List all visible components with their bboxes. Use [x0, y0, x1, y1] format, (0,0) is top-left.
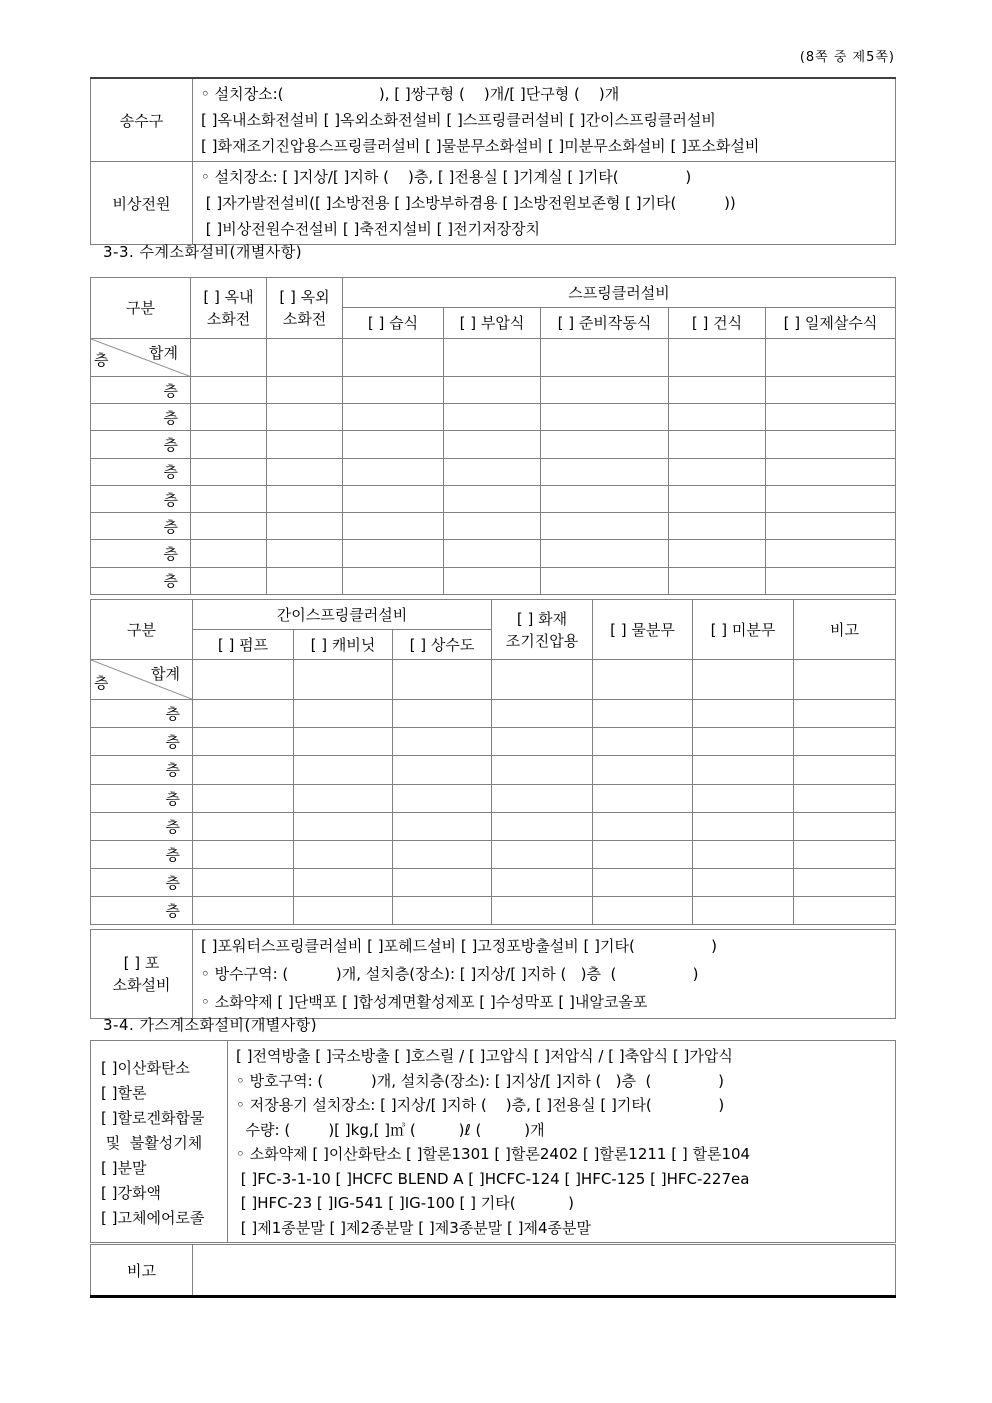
col-header-waterworks-type: [ ] 상수도	[393, 630, 492, 660]
data-cell	[343, 458, 444, 485]
gas-agent-item: [ ]고체에어로졸	[101, 1209, 205, 1227]
foam-system-table	[90, 929, 896, 1019]
data-cell	[267, 540, 343, 567]
data-cell	[191, 404, 267, 431]
data-cell	[343, 404, 444, 431]
gas-line-6: [ ]FC-3-1-10 [ ]HCFC BLEND A [ ]HCFC-124 [ ]HFC-125 [ ]HFC-227ea	[236, 1169, 750, 1188]
data-cell	[669, 404, 766, 431]
data-cell	[393, 868, 492, 896]
data-cell	[193, 840, 294, 868]
col-header-water-spray: [ ] 물분무	[593, 600, 693, 660]
floor-row-label: 층	[91, 896, 193, 924]
data-cell	[191, 485, 267, 512]
floor-row-label: 층	[91, 868, 193, 896]
data-cell	[669, 376, 766, 403]
floor-row-label: 층	[91, 840, 193, 868]
col-header-dry-type: [ ] 건식	[669, 308, 766, 338]
floor-row-label: 층	[91, 812, 193, 840]
data-cell	[766, 567, 896, 594]
data-cell	[267, 458, 343, 485]
data-cell	[693, 700, 794, 728]
data-cell	[693, 756, 794, 784]
data-cell	[766, 485, 896, 512]
data-cell	[492, 812, 593, 840]
standpipe-line-2: [ ]옥내소화전설비 [ ]옥외소화전설비 [ ]스프링클러설비 [ ]간이스프링클러설비	[201, 111, 716, 129]
col-header-indoor-hydrant	[191, 278, 267, 339]
data-cell	[492, 728, 593, 756]
data-cell	[393, 812, 492, 840]
data-cell	[193, 660, 294, 700]
data-cell	[593, 896, 693, 924]
data-cell	[693, 728, 794, 756]
data-cell	[343, 567, 444, 594]
foam-header-line1: [ ] 포	[123, 954, 160, 972]
data-cell	[669, 338, 766, 376]
data-cell	[541, 376, 669, 403]
data-cell	[492, 896, 593, 924]
data-cell	[593, 756, 693, 784]
floor-row-label: 층	[91, 728, 193, 756]
floor-row-label: 층	[91, 756, 193, 784]
data-cell	[766, 458, 896, 485]
data-cell	[693, 840, 794, 868]
data-cell	[191, 431, 267, 458]
total-floor-diagonal-cell	[91, 660, 193, 700]
early-suppression-label-line2: 조기진압용	[505, 631, 579, 650]
data-cell	[693, 868, 794, 896]
data-cell	[343, 513, 444, 540]
total-floor-diagonal-cell	[91, 338, 191, 376]
foam-line-1: [ ]포워터스프링클러설비 [ ]포헤드설비 [ ]고정포방출설비 [ ]기타( )	[201, 937, 717, 955]
data-cell	[541, 338, 669, 376]
data-cell	[492, 660, 593, 700]
data-cell	[267, 513, 343, 540]
gas-line-2: ◦ 방호구역: ( )개, 설치층(장소): [ ]지상/[ ]지하 ( )층 ( )	[236, 1071, 725, 1090]
data-cell	[541, 485, 669, 512]
col-header-wet-type: [ ] 습식	[343, 308, 444, 338]
gas-content-cell	[228, 1041, 896, 1243]
data-cell	[294, 896, 393, 924]
col-header-outdoor-hydrant	[267, 278, 343, 339]
gas-line-8: [ ]제1종분말 [ ]제2종분말 [ ]제3종분말 [ ]제4종분말	[236, 1218, 591, 1237]
simple-sprinkler-table	[90, 599, 896, 925]
gas-agent-item: [ ]할론	[101, 1084, 147, 1102]
remark-content-cell	[193, 1245, 896, 1297]
standpipe-row-header: 송수구	[91, 78, 193, 162]
indoor-hydrant-label-line1: [ ] 옥내	[203, 287, 254, 306]
data-cell	[794, 812, 896, 840]
data-cell	[669, 485, 766, 512]
data-cell	[541, 431, 669, 458]
data-cell	[693, 812, 794, 840]
data-cell	[191, 567, 267, 594]
data-cell	[541, 513, 669, 540]
standpipe-power-table	[90, 77, 896, 245]
gas-agent-item: 및 불활성기체	[101, 1134, 203, 1152]
emergency-power-line-2: [ ]자가발전설비([ ]소방전용 [ ]소방부하겸용 [ ]소방전원보존형 [ ]기타( ))	[201, 194, 736, 212]
data-cell	[193, 728, 294, 756]
data-cell	[343, 376, 444, 403]
data-cell	[541, 540, 669, 567]
data-cell	[794, 840, 896, 868]
section-3-3-heading: 3-3. 수계소화설비(개별사항)	[103, 243, 303, 261]
floor-row-label: 층	[91, 404, 191, 431]
data-cell	[444, 404, 541, 431]
col-group-simple-sprinkler: 간이스프링클러설비	[193, 600, 492, 630]
gas-line-5: ◦ 소화약제 [ ]이산화탄소 [ ]할론1301 [ ]할론2402 [ ]할론1211 [ ] 할론104	[236, 1145, 751, 1163]
emergency-power-line-3: [ ]비상전원수전설비 [ ]축전지설비 [ ]전기저장장치	[201, 220, 541, 238]
water-systems-table	[90, 277, 896, 595]
data-cell	[294, 728, 393, 756]
data-cell	[191, 338, 267, 376]
data-cell	[593, 728, 693, 756]
remark-table	[90, 1244, 896, 1298]
data-cell	[794, 728, 896, 756]
data-cell	[444, 485, 541, 512]
data-cell	[541, 567, 669, 594]
data-cell	[766, 540, 896, 567]
data-cell	[593, 784, 693, 812]
data-cell	[444, 376, 541, 403]
data-cell	[593, 812, 693, 840]
data-cell	[541, 404, 669, 431]
gas-line-3: ◦ 저장용기 설치장소: [ ]지상/[ ]지하 ( )층, [ ]전용실 [ ]기타( )	[236, 1096, 725, 1114]
data-cell	[766, 338, 896, 376]
floor-row-label: 층	[91, 376, 191, 403]
col-header-early-suppression	[492, 600, 593, 660]
col-header-preaction-type: [ ] 준비작동식	[541, 308, 669, 338]
floor-row-label: 층	[91, 700, 193, 728]
data-cell	[193, 812, 294, 840]
data-cell	[766, 513, 896, 540]
data-cell	[794, 868, 896, 896]
data-cell	[191, 458, 267, 485]
data-cell	[343, 540, 444, 567]
data-cell	[492, 700, 593, 728]
data-cell	[193, 896, 294, 924]
gas-line-1: [ ]전역방출 [ ]국소방출 [ ]호스릴 / [ ]고압식 [ ]저압식 / [ ]축압식 [ ]가압식	[236, 1047, 733, 1065]
floor-row-label: 층	[91, 540, 191, 567]
diagonal-floor-label: 층	[94, 350, 109, 369]
data-cell	[444, 458, 541, 485]
data-cell	[393, 896, 492, 924]
floor-row-label: 층	[91, 485, 191, 512]
data-cell	[794, 784, 896, 812]
foam-content-cell	[193, 930, 896, 1019]
data-cell	[794, 700, 896, 728]
foam-line-3: ◦ 소화약제 [ ]단백포 [ ]합성계면활성제포 [ ]수성막포 [ ]내알코올포	[201, 993, 648, 1011]
early-suppression-label-line1: [ ] 화재	[516, 609, 568, 628]
data-cell	[393, 784, 492, 812]
data-cell	[794, 756, 896, 784]
diagonal-total-label: 합계	[149, 343, 178, 362]
data-cell	[193, 700, 294, 728]
col-header-cabinet-type: [ ] 캐비닛	[294, 630, 393, 660]
data-cell	[669, 431, 766, 458]
col-header-deluge-type: [ ] 일제살수식	[766, 308, 896, 338]
emergency-power-content-cell	[193, 162, 896, 245]
floor-row-label: 층	[91, 458, 191, 485]
diagonal-floor-label: 층	[94, 674, 109, 693]
data-cell	[693, 896, 794, 924]
data-cell	[669, 567, 766, 594]
data-cell	[669, 458, 766, 485]
col-header-water-mist: [ ] 미분무	[693, 600, 794, 660]
data-cell	[444, 567, 541, 594]
data-cell	[593, 700, 693, 728]
data-cell	[593, 840, 693, 868]
gas-agent-item: [ ]분말	[101, 1159, 147, 1177]
gas-system-table	[90, 1040, 896, 1243]
data-cell	[294, 756, 393, 784]
data-cell	[593, 868, 693, 896]
data-cell	[191, 376, 267, 403]
col-group-sprinkler: 스프링클러설비	[343, 278, 896, 308]
gas-line-4: 수량: ( )[ ]kg,[ ]㎥ ( )ℓ ( )개	[236, 1120, 545, 1139]
remark-row-header: 비고	[91, 1245, 193, 1297]
data-cell	[669, 540, 766, 567]
data-cell	[492, 784, 593, 812]
gas-agent-item: [ ]이산화탄소	[101, 1059, 190, 1077]
data-cell	[794, 660, 896, 700]
data-cell	[593, 660, 693, 700]
data-cell	[444, 513, 541, 540]
data-cell	[444, 540, 541, 567]
data-cell	[492, 840, 593, 868]
data-cell	[191, 513, 267, 540]
col-header-pump-type: [ ] 펌프	[193, 630, 294, 660]
col-header-category: 구분	[91, 600, 193, 660]
data-cell	[294, 812, 393, 840]
data-cell	[766, 376, 896, 403]
data-cell	[766, 431, 896, 458]
floor-row-label: 층	[91, 513, 191, 540]
emergency-power-row-header: 비상전원	[91, 162, 193, 245]
data-cell	[193, 868, 294, 896]
data-cell	[766, 404, 896, 431]
standpipe-line-3: [ ]화재조기진압용스프링클러설비 [ ]물분무소화설비 [ ]미분무소화설비 [ ]포소화설비	[201, 137, 760, 155]
data-cell	[794, 896, 896, 924]
data-cell	[393, 700, 492, 728]
data-cell	[267, 338, 343, 376]
data-cell	[193, 756, 294, 784]
data-cell	[294, 784, 393, 812]
data-cell	[444, 338, 541, 376]
data-cell	[393, 728, 492, 756]
foam-row-header	[91, 930, 193, 1019]
data-cell	[444, 431, 541, 458]
data-cell	[492, 756, 593, 784]
data-cell	[393, 756, 492, 784]
gas-agent-type-cell	[91, 1041, 228, 1243]
data-cell	[343, 338, 444, 376]
data-cell	[541, 458, 669, 485]
floor-row-label: 층	[91, 567, 191, 594]
data-cell	[393, 840, 492, 868]
floor-row-label: 층	[91, 784, 193, 812]
data-cell	[343, 431, 444, 458]
outdoor-hydrant-label-line2: 소화전	[282, 309, 327, 328]
indoor-hydrant-label-line2: 소화전	[206, 309, 251, 328]
diagonal-total-label: 합계	[151, 665, 180, 684]
data-cell	[669, 513, 766, 540]
data-cell	[693, 660, 794, 700]
col-header-remark: 비고	[794, 600, 896, 660]
data-cell	[191, 540, 267, 567]
section-3-4-heading: 3-4. 가스계소화설비(개별사항)	[103, 1016, 318, 1034]
data-cell	[294, 840, 393, 868]
foam-line-2: ◦ 방수구역: ( )개, 설치층(장소): [ ]지상/[ ]지하 ( )층 ( )	[201, 965, 699, 983]
gas-agent-item: [ ]강화액	[101, 1184, 161, 1202]
outdoor-hydrant-label-line1: [ ] 옥외	[279, 287, 330, 306]
data-cell	[267, 376, 343, 403]
data-cell	[294, 660, 393, 700]
col-header-category: 구분	[91, 278, 191, 339]
emergency-power-line-1: ◦ 설치장소: [ ]지상/[ ]지하 ( )층, [ ]전용실 [ ]기계실 [ ]기타( )	[201, 168, 692, 186]
data-cell	[294, 868, 393, 896]
data-cell	[393, 660, 492, 700]
data-cell	[294, 700, 393, 728]
gas-agent-item: [ ]할로겐화합물	[101, 1109, 205, 1127]
floor-row-label: 층	[91, 431, 191, 458]
data-cell	[193, 784, 294, 812]
standpipe-line-1: ◦ 설치장소:( ), [ ]쌍구형 ( )개/[ ]단구형 ( )개	[201, 85, 620, 103]
data-cell	[693, 784, 794, 812]
col-header-negative-pressure-type: [ ] 부압식	[444, 308, 541, 338]
data-cell	[343, 485, 444, 512]
data-cell	[267, 567, 343, 594]
gas-line-7: [ ]HFC-23 [ ]IG-541 [ ]IG-100 [ ] 기타( )	[236, 1194, 574, 1212]
data-cell	[267, 485, 343, 512]
page-number-label: (8쪽 중 제5쪽)	[799, 50, 895, 65]
data-cell	[267, 431, 343, 458]
data-cell	[267, 404, 343, 431]
foam-header-line2: 소화설비	[112, 976, 171, 994]
standpipe-content-cell	[193, 78, 896, 162]
data-cell	[492, 868, 593, 896]
